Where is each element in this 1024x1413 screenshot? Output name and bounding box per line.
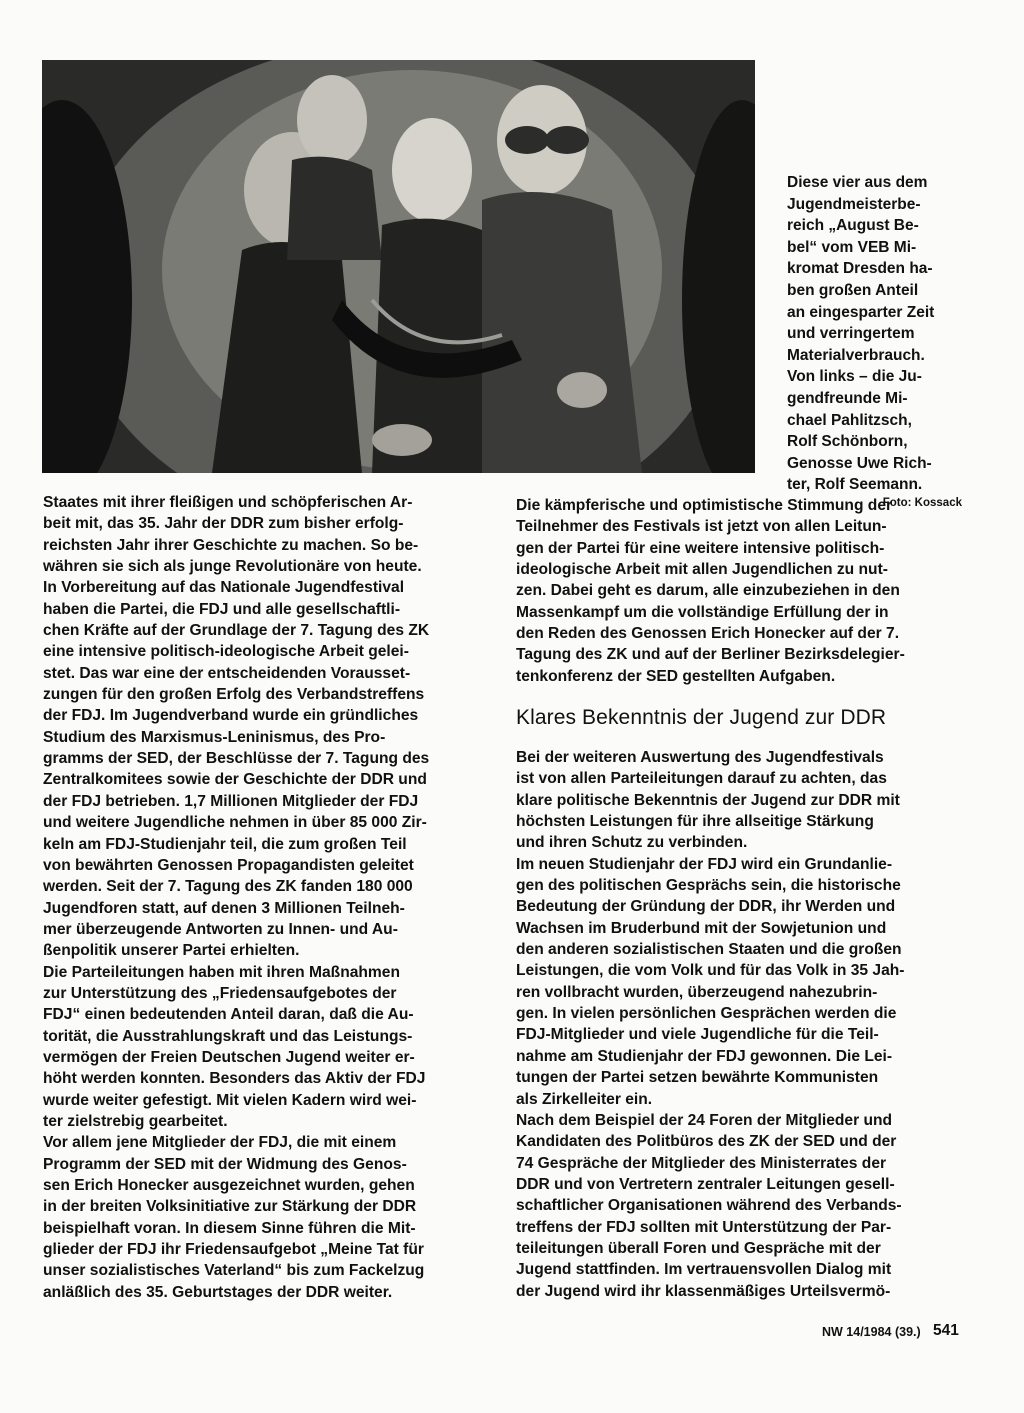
text-line: glieder der FDJ ihr Friedensaufgebot „Meine Tat für (43, 1241, 424, 1259)
caption-line: gendfreunde Mi- (787, 389, 908, 407)
right-column-bottom (516, 747, 962, 1302)
text-line: chen Kräfte auf der Grundlage der 7. Tagung des ZK (43, 622, 430, 640)
text-line: werden. Seit der 7. Tagung des ZK fanden 180 000 (43, 878, 413, 896)
caption-line: bel“ vom VEB Mi- (787, 238, 917, 256)
issue-reference: NW 14/1984 (39.) (822, 1325, 921, 1339)
text-line: Massenkampf um die vollständige Erfüllung der in (516, 603, 889, 621)
text-line: ter zielstrebig gearbeitet. (43, 1112, 228, 1130)
text-line: in der breiten Volksinitiative zur Stärkung der DDR (43, 1198, 417, 1216)
text-line: FDJ-Mitglieder und viele Jugendliche für die Teil- (516, 1026, 879, 1044)
caption-line: Genosse Uwe Rich- (787, 454, 932, 472)
text-line: beit mit, das 35. Jahr der DDR zum bisher erfolg- (43, 515, 404, 533)
text-line: 74 Gespräche der Mitglieder des Ministerrates der (516, 1154, 887, 1172)
text-line: beispielhaft voran. In diesem Sinne führen die Mit- (43, 1219, 416, 1237)
text-line: den anderen sozialistischen Staaten und die großen (516, 941, 902, 959)
left-column (43, 492, 463, 1303)
text-line: gen der Partei für eine weitere intensive politisch- (516, 539, 885, 557)
text-line: gen des politischen Gesprächs sein, die historische (516, 877, 901, 895)
caption-line: ter, Rolf Seemann. (787, 476, 923, 494)
text-line: Jugend stattfinden. Im vertrauensvollen Dialog mit (516, 1261, 892, 1279)
photo-illustration (42, 60, 755, 473)
text-line: gen. In vielen persönlichen Gesprächen werden die (516, 1005, 897, 1023)
text-line: Studium des Marxismus-Leninismus, des Pro- (43, 728, 386, 746)
text-line: Leistungen, die vom Volk und für das Volk in 35 Jah- (516, 962, 905, 980)
text-line: höht werden konnten. Besonders das Aktiv der FDJ (43, 1070, 426, 1088)
text-line: Vor allem jene Mitglieder der FDJ, die mit einem (43, 1134, 397, 1152)
text-line: Programm der SED mit der Widmung des Genos- (43, 1155, 407, 1173)
text-line: DDR und von Vertretern zentraler Leitungen gesell- (516, 1175, 895, 1193)
article-photo (42, 60, 755, 473)
caption-line: Rolf Schönborn, (787, 433, 908, 451)
text-line: treffens der FDJ sollten mit Unterstützung der Par- (516, 1218, 892, 1236)
text-line: der Jugend wird ihr klassenmäßiges Urteilsvermö- (516, 1282, 891, 1300)
text-line: gramms der SED, der Beschlüsse der 7. Tagung des (43, 750, 430, 768)
text-line: eine intensive politisch-ideologische Arbeit gelei- (43, 643, 409, 661)
text-line: Jugendforen statt, auf denen 3 Millionen Teilneh- (43, 899, 405, 917)
text-line: schaftlicher Organisationen während des Verbands- (516, 1197, 902, 1215)
text-line: Im neuen Studienjahr der FDJ wird ein Grundanlie- (516, 855, 893, 873)
text-line: FDJ“ einen bedeutenden Anteil daran, daß die Au- (43, 1006, 414, 1024)
text-line: tungen der Partei setzen bewährte Kommunisten (516, 1069, 879, 1087)
text-line: nahme am Studienjahr der FDJ gewonnen. Die Lei- (516, 1047, 893, 1065)
caption-line: Von links – die Ju- (787, 368, 922, 386)
text-line: klare politische Bekenntnis der Jugend zur DDR mit (516, 791, 900, 809)
text-line: zen. Dabei geht es darum, alle einzubeziehen in den (516, 582, 900, 600)
text-line: Staates mit ihrer fleißigen und schöpferischen Ar- (43, 494, 413, 511)
text-line: haben die Partei, die FDJ und alle gesellschaftli- (43, 600, 401, 618)
text-line: von bewährten Genossen Propagandisten geleitet (43, 856, 414, 874)
text-line: anläßlich des 35. Geburtstages der DDR weiter. (43, 1283, 393, 1301)
text-line: unser sozialistisches Vaterland“ bis zum Fackelzug (43, 1262, 425, 1280)
caption-line: chael Pahlitzsch, (787, 411, 912, 429)
text-line: Nach dem Beispiel der 24 Foren der Mitglieder und (516, 1111, 893, 1129)
text-line: vermögen der Freien Deutschen Jugend weiter er- (43, 1048, 415, 1066)
text-line: ßenpolitik unserer Partei erhielten. (43, 942, 300, 960)
text-line: Kandidaten des Politbüros des ZK der SED und der (516, 1133, 897, 1151)
text-line: In Vorbereitung auf das Nationale Jugendfestival (43, 579, 405, 597)
text-line: mer überzeugende Antworten zu Innen- und Au- (43, 920, 398, 938)
text-line: den Reden des Genossen Erich Honecker auf der 7. (516, 625, 900, 643)
text-line: höchsten Leistungen für ihre allseitige Stärkung (516, 813, 874, 831)
text-line: Die kämpferische und optimistische Stimmung der (516, 497, 893, 514)
text-line: Bei der weiteren Auswertung des Jugendfestivals (516, 749, 884, 766)
caption-line: Materialverbrauch. (787, 346, 925, 364)
text-line: tenkonferenz der SED gestellten Aufgaben. (516, 667, 836, 685)
text-line: ist von allen Parteileitungen darauf zu achten, das (516, 770, 887, 788)
caption-line: und verringertem (787, 325, 915, 343)
right-column-top (516, 495, 962, 687)
caption-line: Jugendmeisterbe- (787, 195, 921, 213)
text-line: zungen für den großen Erfolg des Verbandstreffens (43, 686, 425, 704)
text-line: Zentralkomitees sowie der Geschichte der DDR und (43, 771, 427, 789)
text-line: und ihren Schutz zu verbinden. (516, 834, 748, 852)
text-line: sen Erich Honecker ausgezeichnet wurden, gehen (43, 1177, 415, 1194)
text-line: als Zirkelleiter ein. (516, 1090, 653, 1108)
text-line: Teilnehmer des Festivals ist jetzt von allen Leitun- (516, 518, 887, 536)
text-line: teileitungen überall Foren und Gespräche mit der (516, 1239, 881, 1257)
caption-line: Diese vier aus dem (787, 174, 928, 191)
text-line: stet. Das war eine der entscheidenden Vorausset- (43, 664, 411, 682)
text-line: und weitere Jugendliche nehmen in über 85 000 Zir- (43, 814, 427, 832)
photo-credit: Foto: Kossack (882, 496, 962, 509)
caption-line: reich „August Be- (787, 217, 919, 235)
text-line: keln am FDJ-Studienjahr teil, die zum großen Teil (43, 835, 407, 853)
text-line: zur Unterstützung des „Friedensaufgebotes der (43, 984, 397, 1002)
text-line: wurde weiter gefestigt. Mit vielen Kadern wird wei- (43, 1091, 417, 1109)
text-line: Tagung des ZK und auf der Berliner Bezirksdelegier- (516, 646, 905, 664)
text-line: Wachsen im Bruderbund mit der Sowjetunion und (516, 919, 887, 937)
text-line: Bedeutung der Gründung der DDR, ihr Werden und (516, 898, 896, 916)
text-line: der FDJ. Im Jugendverband wurde ein gründliches (43, 707, 419, 725)
photo-caption (787, 172, 962, 510)
text-line: reichsten Jahr ihrer Geschichte zu machen. So be- (43, 536, 419, 554)
text-line: der FDJ betrieben. 1,7 Millionen Mitglieder der FDJ (43, 792, 419, 810)
text-line: Die Parteileitungen haben mit ihren Maßnahmen (43, 963, 400, 981)
text-line: ideologische Arbeit mit allen Jugendlichen zu nut- (516, 561, 888, 579)
text-line: torität, die Ausstrahlungskraft und das Leistungs- (43, 1027, 413, 1045)
caption-line: kromat Dresden ha- (787, 260, 933, 278)
page-number: 541 (933, 1322, 959, 1339)
text-line: währen sie sich als junge Revolutionäre von heute. (43, 558, 422, 576)
caption-line: an eingesparter Zeit (787, 303, 935, 321)
section-heading: Klares Bekenntnis der Jugend zur DDR (516, 706, 887, 729)
text-line: ren vollbracht wurden, überzeugend nahezubrin- (516, 983, 878, 1001)
caption-line: ben großen Anteil (787, 281, 919, 299)
